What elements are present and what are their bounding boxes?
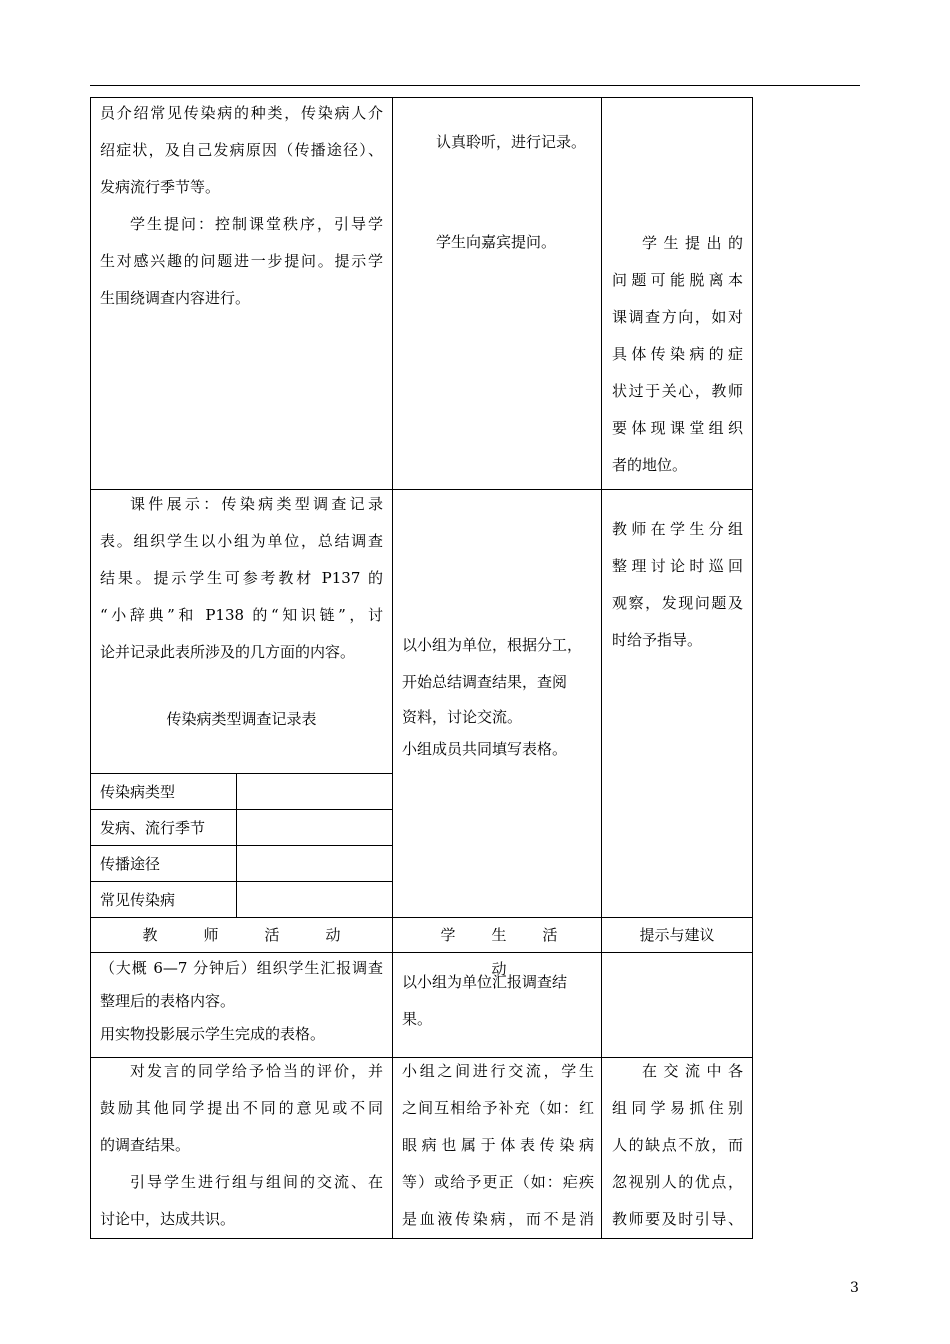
- row2-teacher-line: 论并记录此表所涉及的几方面的内容。: [100, 643, 356, 661]
- row1-question-line: 生对感兴趣的问题进一步提问。提示学: [100, 252, 383, 270]
- row3-student-line: 果。: [402, 1010, 433, 1028]
- row1-tips-line: 者的地位。: [612, 456, 688, 474]
- row4-teacher-line: 鼓励其他同学提出不同的意见或不同: [100, 1099, 383, 1117]
- header-tips-label: 提示与建议: [639, 926, 715, 944]
- row2-tips-line: 教师在学生分组: [612, 520, 743, 538]
- row1-intro-line: 绍症状，及自己发病原因（传播途径）、: [100, 141, 383, 159]
- header-tips-cell: [601, 917, 753, 953]
- row3-teacher-line: 用实物投影展示学生完成的表格。: [100, 1025, 326, 1043]
- row4-student-line: 是血液传染病，而不是消: [402, 1210, 594, 1228]
- row1-student-cell: [392, 97, 602, 490]
- row4-student-cell: [392, 1057, 602, 1239]
- page-number: 3: [850, 1280, 859, 1296]
- survey-row: [90, 809, 237, 846]
- row1-tips-line: 课调查方向，如对: [612, 308, 743, 326]
- row2-teacher-line: 表。组织学生以小组为单位，总结调查: [100, 532, 383, 550]
- row2-tips-line: 观察，发现问题及: [612, 594, 743, 612]
- survey-row-value[interactable]: [236, 845, 393, 882]
- survey-row-value[interactable]: [236, 809, 393, 846]
- header-teacher-label: 教师活动: [142, 926, 387, 944]
- row4-tips-cell: [601, 1057, 753, 1239]
- row2-student-line: 小组成员共同填写表格。: [402, 740, 568, 758]
- row3-teacher-line: （大概 6—7 分钟后）组织学生汇报调查: [100, 959, 383, 977]
- row4-student-line: 之间互相给予补充（如：红: [402, 1099, 594, 1117]
- row2-student-line: 以小组为单位，根据分工，: [402, 636, 583, 654]
- row2-tips-cell: [601, 489, 753, 918]
- survey-row: [90, 881, 237, 918]
- row2-student-line: 资料，讨论交流。: [402, 708, 523, 726]
- row4-student-line: 等）或给予更正（如：疟疾: [402, 1173, 594, 1191]
- row3-student-cell: [392, 952, 602, 1058]
- row4-student-line: 小组之间进行交流，学生: [402, 1062, 594, 1080]
- row4-tips-line: 组同学易抓住别: [612, 1099, 743, 1117]
- survey-table-title: 传染病类型调查记录表: [166, 710, 317, 728]
- survey-row-label: 传染病类型: [100, 783, 176, 801]
- row1-student-ask: 学生向嘉宾提问。: [436, 233, 557, 251]
- row3-tips-cell: [601, 952, 753, 1058]
- row1-tips-line: 具体传染病的症: [612, 345, 743, 363]
- row1-intro-line: 员介绍常见传染病的种类，传染病人介: [100, 104, 383, 122]
- row3-teacher-cell: [90, 952, 393, 1058]
- row4-tips-line: 忽视别人的优点，: [612, 1173, 743, 1191]
- header-student-cell: [392, 917, 602, 978]
- row1-tips-line: 要体现课堂组织: [612, 419, 743, 437]
- row2-teacher-line: “小辞典”和 P138 的“知识链”，讨: [100, 606, 383, 624]
- row1-intro-line: 发病流行季节等。: [100, 178, 221, 196]
- row1-tips-line: 状过于关心，教师: [612, 382, 743, 400]
- row1-tips-line: 学生提出的: [642, 234, 743, 252]
- row2-student-line: 开始总结调查结果，查阅: [402, 673, 568, 691]
- row1-question-line: 生围绕调查内容进行。: [100, 289, 251, 307]
- row1-student-listen: 认真聆听，进行记录。: [436, 133, 587, 151]
- survey-row-value[interactable]: [236, 881, 393, 918]
- survey-row-label: 常见传染病: [100, 891, 176, 909]
- survey-row: [90, 845, 237, 882]
- row4-tips-line: 教师要及时引导、: [612, 1210, 743, 1228]
- row1-tips-cell: [601, 97, 753, 490]
- row4-teacher-line: 讨论中，达成共识。: [100, 1210, 236, 1228]
- survey-row-label: 发病、流行季节: [100, 819, 206, 837]
- row4-tips-line: 人的缺点不放，而: [612, 1136, 743, 1154]
- header-teacher-cell: [90, 917, 393, 953]
- row3-student-line: 以小组为单位汇报调查结: [402, 973, 568, 991]
- row4-teacher-line: 的调查结果。: [100, 1136, 191, 1154]
- row2-tips-line: 时给予指导。: [612, 631, 703, 649]
- row1-tips-line: 问题可能脱离本: [612, 271, 743, 289]
- row4-teacher-cell: [90, 1057, 393, 1239]
- survey-row-value[interactable]: [236, 773, 393, 810]
- row1-question-line: 学生提问：控制课堂秩序，引导学: [130, 215, 383, 233]
- row4-student-line: 眼病也属于体表传染病: [402, 1136, 594, 1154]
- survey-row: [90, 773, 237, 810]
- row4-teacher-line: 引导学生进行组与组间的交流、在: [130, 1173, 383, 1191]
- row4-teacher-line: 对发言的同学给予恰当的评价，并: [130, 1062, 383, 1080]
- row1-teacher-cell: [90, 97, 393, 490]
- row2-student-cell: [392, 489, 602, 918]
- row2-teacher-line: 课件展示：传染病类型调查记录: [130, 495, 383, 513]
- row2-teacher-line: 结果。提示学生可参考教材 P137 的: [100, 569, 383, 587]
- row2-tips-line: 整理讨论时巡回: [612, 557, 743, 575]
- header-student-label: 学生活动: [440, 926, 594, 978]
- survey-row-label: 传播途径: [100, 855, 161, 873]
- header-rule: [90, 85, 860, 86]
- row4-tips-line: 在交流中各: [642, 1062, 743, 1080]
- row3-teacher-line: 整理后的表格内容。: [100, 992, 236, 1010]
